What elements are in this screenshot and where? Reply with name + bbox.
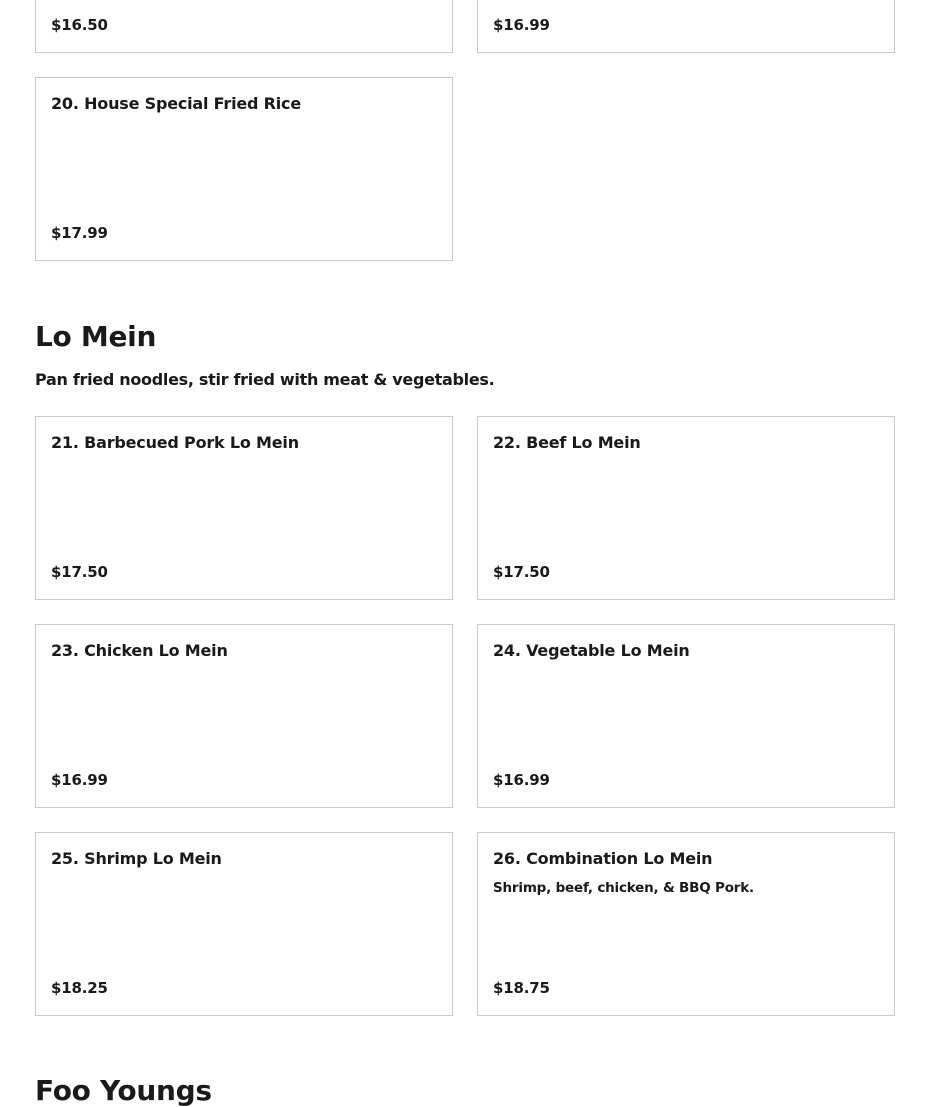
item-price: $16.99	[493, 16, 550, 34]
item-price: $18.75	[493, 979, 550, 997]
item-name: 26. Combination Lo Mein	[493, 849, 713, 868]
item-name: 24. Vegetable Lo Mein	[493, 641, 690, 660]
section-title-lo-mein: Lo Mein	[35, 320, 157, 353]
item-name: 23. Chicken Lo Mein	[51, 641, 228, 660]
menu-item-card[interactable]	[477, 832, 895, 1016]
item-price: $17.50	[493, 563, 550, 581]
menu-item-card[interactable]	[35, 832, 453, 1016]
menu-item-card[interactable]	[35, 0, 453, 53]
menu-item-card[interactable]	[477, 0, 895, 53]
item-price: $17.50	[51, 563, 108, 581]
item-price: $18.25	[51, 979, 108, 997]
menu-item-card[interactable]	[35, 624, 453, 808]
item-price: $16.99	[51, 771, 108, 789]
menu-item-card[interactable]	[477, 416, 895, 600]
section-description: Pan fried noodles, stir fried with meat & vegetables.	[35, 370, 495, 389]
item-price: $17.99	[51, 224, 108, 242]
menu-item-card[interactable]	[35, 416, 453, 600]
item-name: 20. House Special Fried Rice	[51, 94, 301, 113]
item-name: 22. Beef Lo Mein	[493, 433, 641, 452]
item-price: $16.99	[493, 771, 550, 789]
item-name: 21. Barbecued Pork Lo Mein	[51, 433, 299, 452]
menu-item-card[interactable]	[477, 624, 895, 808]
section-title-foo-youngs: Foo Youngs	[35, 1074, 212, 1107]
item-price: $16.50	[51, 16, 108, 34]
item-name: 25. Shrimp Lo Mein	[51, 849, 222, 868]
menu-item-card[interactable]	[35, 77, 453, 261]
item-description: Shrimp, beef, chicken, & BBQ Pork.	[493, 880, 754, 896]
